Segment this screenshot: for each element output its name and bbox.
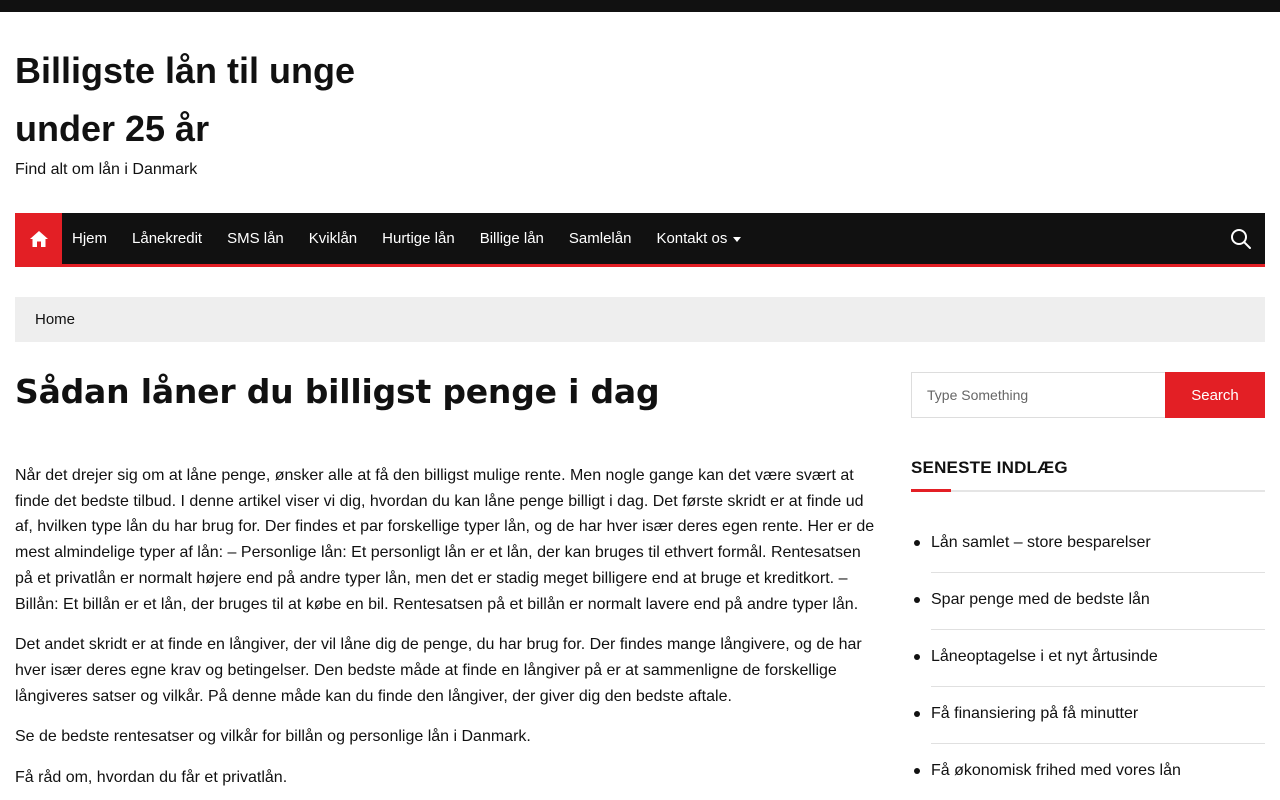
nav-item-label: Lånekredit	[132, 230, 203, 247]
sidebar-search-form	[911, 372, 1265, 418]
post-content	[15, 463, 881, 800]
nav-item-label: Kontakt os	[656, 230, 728, 247]
top-bar	[0, 0, 1280, 12]
widget-title-accent	[911, 489, 951, 492]
bullet-icon	[914, 654, 920, 660]
breadcrumb	[15, 297, 1265, 342]
nav-item-billige-laan[interactable]	[467, 213, 556, 264]
nav-item-kontakt-os[interactable]	[644, 213, 754, 264]
nav-item-kviklaan[interactable]	[296, 213, 369, 264]
nav-item-samlelaan[interactable]	[556, 213, 644, 264]
nav-home-button[interactable]	[15, 213, 62, 264]
nav-item-label: Kviklån	[308, 230, 358, 247]
list-item	[911, 630, 1265, 687]
nav-item-hjem[interactable]	[62, 213, 120, 264]
site-tagline: Find alt om lån i Danmark	[15, 161, 198, 178]
nav-item-label: Samlelån	[568, 230, 632, 247]
list-item	[911, 573, 1265, 630]
list-item	[911, 744, 1265, 800]
nav-item-label: Billige lån	[479, 230, 544, 247]
list-item	[911, 687, 1265, 744]
recent-post-link[interactable]: Få økonomisk frihed med vores lån	[931, 762, 1181, 779]
post-paragraph: Se de bedste rentesatser og vilkår for billån og personlige lån i Danmark.	[15, 728, 531, 746]
post-paragraph: Det andet skridt er at finde en långiver, der vil låne dig de penge, du har brug for. Der findes mange långivere, og de har hver især deres egne krav og betingelser. Den bedste måde at finde en långiver på er at sammenligne de forskellige långiveres satser og vilkår. På denne måde kan du finde den långiver, der giver dig den bedste aftale.	[15, 636, 862, 705]
recent-post-link[interactable]: Låneoptagelse i et nyt årtusinde	[931, 648, 1158, 665]
search-input[interactable]	[911, 372, 1165, 418]
search-icon[interactable]	[1229, 227, 1253, 251]
recent-posts-title: SENESTE INDLÆG	[911, 458, 1068, 477]
bullet-icon	[914, 711, 920, 717]
nav-item-laanekredit[interactable]	[120, 213, 215, 264]
nav-menu	[62, 213, 754, 264]
site-title[interactable]: Billigste lån til unge under 25 år	[15, 50, 356, 149]
recent-posts-list	[911, 516, 1265, 800]
bullet-icon	[914, 540, 920, 546]
nav-item-label: Hurtige lån	[382, 230, 455, 247]
breadcrumb-home-link[interactable]: Home	[35, 311, 76, 328]
recent-post-link[interactable]: Spar penge med de bedste lån	[931, 591, 1150, 608]
bullet-icon	[914, 768, 920, 774]
main-navigation	[15, 213, 1265, 267]
widget-title-divider	[911, 490, 1265, 492]
post-paragraph: Når det drejer sig om at låne penge, ønsker alle at få den billigst mulige rente. Men nogle gange kan det være svært at finde det bedste tilbud. I denne artikel viser vi dig, hvordan du kan låne penge billigt i dag. Det første skridt er at finde ud af, hvilken type lån du har brug for. Der findes et par forskellige typer lån, og de har hver især deres egen rente. Her er de mest almindelige typer af lån: – Personlige lån: Et personligt lån er et lån, der kan bruges til ethvert formål. Rentesatsen på et privatlån er normalt højere end på andre typer lån, men det er stadig meget billigere end at bruge et kreditkort. – Billån: Et billån er et lån, der bruges til at købe en bil. Rentesatsen på et billån er normalt lavere end på andre typer lån.	[15, 467, 875, 613]
nav-item-label: SMS lån	[227, 230, 284, 247]
page-title: Sådan låner du billigst penge i dag	[15, 372, 660, 411]
home-icon	[30, 231, 48, 247]
list-item	[911, 516, 1265, 573]
nav-item-label: Hjem	[72, 230, 108, 247]
nav-item-hurtige-laan[interactable]	[370, 213, 468, 264]
search-button[interactable]: Search	[1165, 372, 1265, 418]
bullet-icon	[914, 597, 920, 603]
nav-item-sms-laan[interactable]	[215, 213, 297, 264]
post-paragraph: Få råd om, hvordan du får et privatlån.	[15, 769, 288, 787]
chevron-down-icon	[733, 237, 741, 242]
recent-post-link[interactable]: Lån samlet – store besparelser	[931, 534, 1151, 551]
recent-post-link[interactable]: Få finansiering på få minutter	[931, 705, 1139, 722]
